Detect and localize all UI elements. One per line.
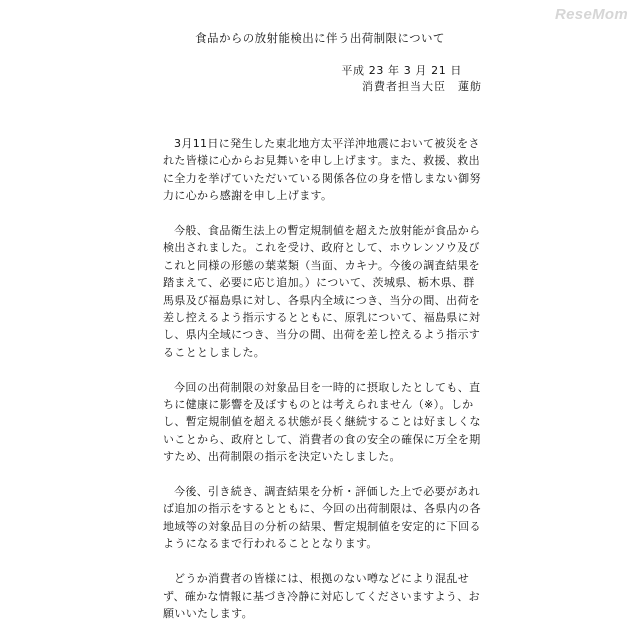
document-title: 食品からの放射能検出に伴う出荷制限について <box>195 31 445 45</box>
paragraph: 今回の出荷制限の対象品目を一時的に摂取したとしても、直ちに健康に影響を及ぼすものとは考えられません（※）。しかし、暫定規制値を超える状態が長く継続することは好ましくないことから、政府として、消費者の食の安全の確保に万全を期すため、出荷制限の指示を決定いたしました。 <box>163 380 481 464</box>
document-date: 平成 23 年 3 月 21 日 <box>341 64 462 77</box>
paragraph: どうか消費者の皆様には、根拠のない噂などにより混乱せず、確かな情報に基づき冷静に対応してくださいますよう、お願いいたします。 <box>163 572 480 620</box>
paragraph: 今般、食品衛生法上の暫定規制値を超えた放射能が食品から検出されました。これを受け、政府として、ホウレンソウ及びこれと同様の形態の葉菜類（当面、カキナ。今後の調査結果を踏まえて、必要に応じ追加。）について、茨城県、栃木県、群馬県及び福島県に対し、各県内全域につき、当分の間、出荷を差し控えるよう指示するとともに、原乳について、福島県に対し、県内全域につき、当分の間、出荷を差し控えるよう指示することとしました。 <box>163 224 481 359</box>
paragraph: 今後、引き続き、調査結果を分析・評価した上で必要があれば追加の指示をするとともに、今回の出荷制限は、各県内の各地域等の対象品目の分析の結果、暫定規制値を安定的に下回るようになるまで行われることとなります。 <box>163 485 481 551</box>
document-author: 消費者担当大臣 蓮舫 <box>362 80 482 93</box>
paragraph: 3月11日に発生した東北地方太平洋沖地震において被災をされた皆様に心からお見舞いを申し上げます。また、救援、救出に全力を挙げていただいている関係各位の身を惜しまない御努力に心から感謝を申し上げます。 <box>163 137 481 203</box>
watermark-logo: ReseMom <box>555 6 628 23</box>
document-body <box>163 135 485 640</box>
